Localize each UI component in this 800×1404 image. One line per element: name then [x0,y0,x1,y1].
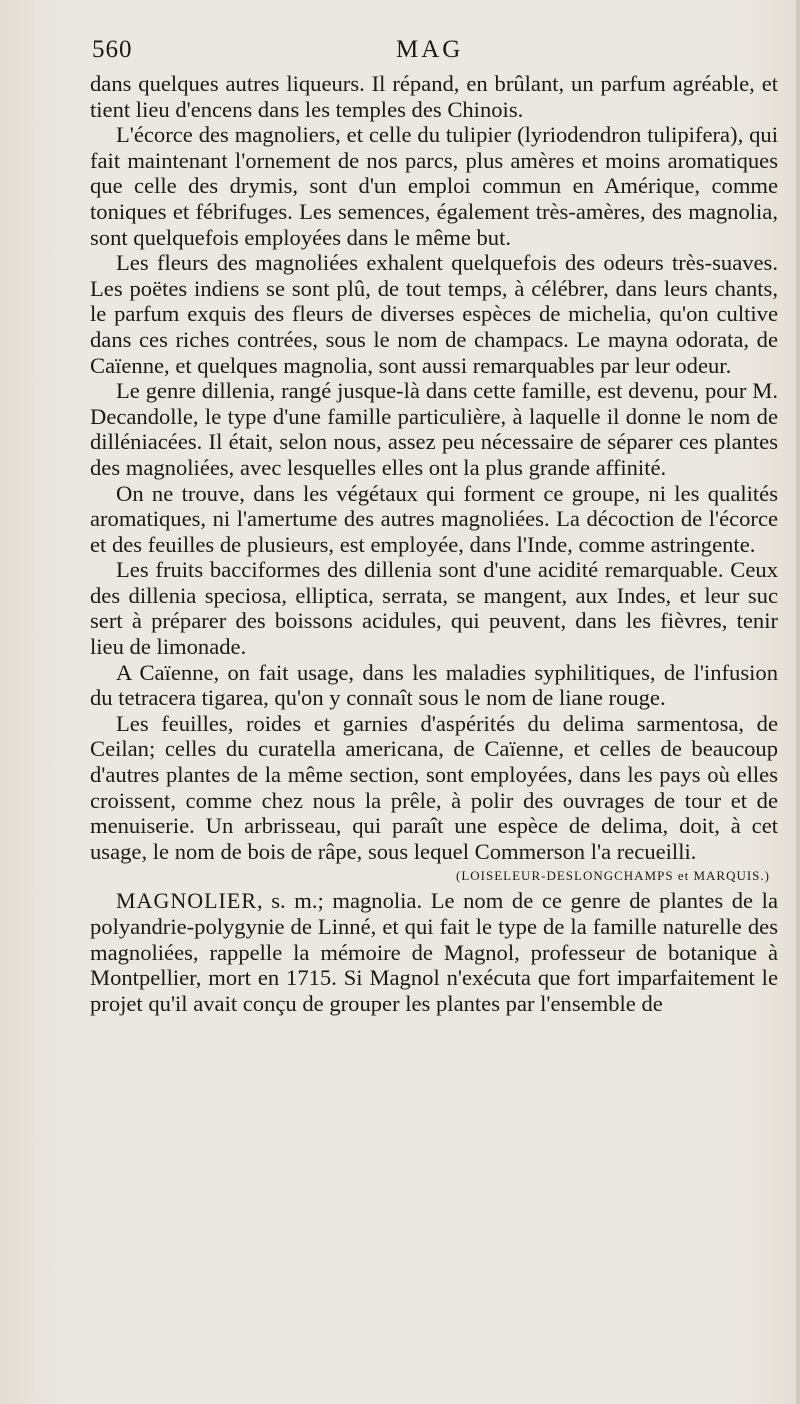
dictionary-entry [90,888,778,1016]
running-head: MAG [396,36,464,63]
paragraph: dans quelques autres liqueurs. Il répand, en brûlant, un parfum agréable, et tient lieu d'encens dans les temples des Chinois. [90,71,778,122]
page-number: 560 [92,36,133,63]
body-text [90,71,778,1016]
author-signature: (LOISELEUR-DESLONGCHAMPS et MARQUIS.) [456,868,770,884]
paragraph: On ne trouve, dans les végétaux qui forment ce groupe, ni les qualités aromatiques, ni l'amertume des autres magnoliées. La décoction de l'écorce et des feuilles de plusieurs, est employée, dans l'Inde, comme astringente. [90,480,778,557]
paragraph: L'écorce des magnoliers, et celle du tulipier (lyriodendron tulipifera), qui fait maintenant l'ornement de nos parcs, plus amères et moins aromatiques que celle des drymis, sont d'un emploi commun en Amérique, comme toniques et fébrifuges. Les semences, également très-amères, des magnolia, sont quelquefois employées dans le même but. [90,122,778,250]
entry-headword: MAGNOLIER [116,888,257,914]
page-edge [796,0,800,1404]
entry-text: , s. m.; magnolia. Le nom de ce genre de plantes de la polyandrie-polygynie de Linné, et qui fait le type de la famille naturelle des magnoliées, rappelle la mémoire de Magnol, professeur de botanique à Montpellier, mort en 1715. Si Magnol n'exécuta que fort imparfaitement le projet qu'il avait conçu de grouper les plantes par l'ensemble de [90,888,778,1016]
paragraph: Les fruits bacciformes des dillenia sont d'une acidité remarquable. Ceux des dillenia speciosa, elliptica, serrata, se mangent, aux Indes, et leur suc sert à préparer des boissons acidules, qui peuvent, dans les fièvres, tenir lieu de limonade. [90,557,778,660]
paragraph: Le genre dillenia, rangé jusque-là dans cette famille, est devenu, pour M. Decandolle, le type d'une famille particulière, à laquelle il donne le nom de dilléniacées. Il était, selon nous, assez peu nécessaire de séparer ces plantes des magnoliées, avec lesquelles elles ont la plus grande affinité. [90,378,778,480]
paragraph: A Caïenne, on fait usage, dans les maladies syphilitiques, de l'infusion du tetracera tigarea, qu'on y connaît sous le nom de liane rouge. [90,659,778,711]
page-header [92,36,750,70]
paragraph: Les fleurs des magnoliées exhalent quelquefois des odeurs très-suaves. Les poëtes indiens se sont plû, de tout temps, à célébrer, dans leurs chants, le parfum exquis des fleurs de diverses espèces de michelia, qu'on cultive dans ces riches contrées, sous le nom de champacs. Le mayna odorata, de Caïenne, et quelques magnolia, sont aussi remarquables par leur odeur. [90,250,778,378]
paragraph: Les feuilles, roides et garnies d'aspérités du delima sarmentosa, de Ceilan; celles du curatella americana, de Caïenne, et celles de beaucoup d'autres plantes de la même section, sont employées, dans les pays où elles croissent, comme chez nous la prêle, à polir des ouvrages de tour et de menuiserie. Un arbrisseau, qui paraît une espèce de delima, doit, à cet usage, le nom de bois de râpe, sous lequel Commerson l'a recueilli. [90,710,778,864]
